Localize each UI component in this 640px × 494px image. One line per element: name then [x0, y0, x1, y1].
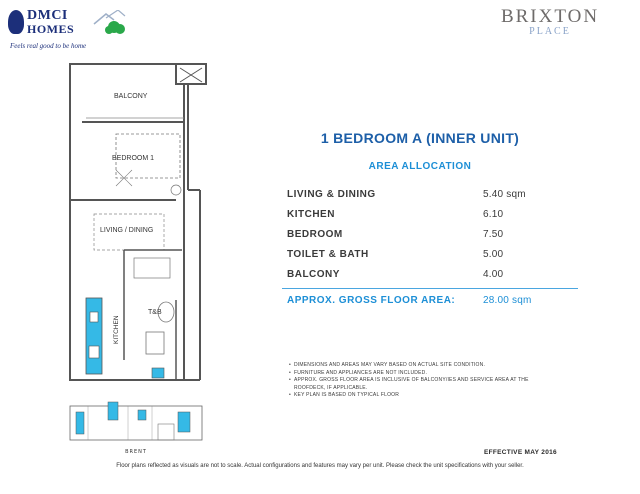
- unit-title: 1 BEDROOM A (INNER UNIT): [320, 130, 520, 146]
- logo-brand-line2: HOMES: [27, 22, 75, 36]
- allocation-row-toilet: [287, 244, 573, 264]
- gross-floor-area: [287, 295, 577, 306]
- project-name: BRIXTON: [500, 6, 600, 27]
- allocation-row-bedroom: [287, 224, 573, 244]
- allocation-value: 4.00: [483, 268, 504, 280]
- allocation-label: TOILET & BATH: [287, 248, 369, 260]
- allocation-label: KITCHEN: [287, 208, 335, 220]
- room-label-toilet: T&B: [148, 309, 162, 316]
- gross-floor-area-value: 28.00 sqm: [483, 295, 532, 306]
- allocation-value: 5.40 sqm: [483, 188, 526, 200]
- note-item: • DIMENSIONS AND AREAS MAY VARY BASED ON ACTUAL SITE CONDITION.: [289, 362, 559, 370]
- floor-plan: [64, 60, 214, 392]
- table-divider: [282, 288, 578, 289]
- note-item: • FURNITURE AND APPLIANCES ARE NOT INCLUDED.: [289, 370, 559, 378]
- allocation-row-kitchen: [287, 204, 573, 224]
- logo-brand-line1: DMCI: [27, 8, 68, 23]
- project-brand: [480, 6, 620, 37]
- dmci-homes-logo: [8, 8, 130, 60]
- allocation-label: BEDROOM: [287, 228, 343, 240]
- allocation-row-living: [287, 184, 573, 204]
- allocation-value: 7.50: [483, 228, 504, 240]
- house-icon: [92, 10, 126, 36]
- room-label-bedroom: BEDROOM 1: [112, 155, 155, 162]
- area-allocation-heading: AREA ALLOCATION: [368, 161, 472, 172]
- logo-tagline: Feels real good to be home: [10, 42, 87, 50]
- key-plan-caption: BRENT: [125, 449, 147, 455]
- room-label-balcony: BALCONY: [114, 93, 148, 100]
- allocation-row-balcony: [287, 264, 573, 284]
- allocation-label: LIVING & DINING: [287, 188, 376, 200]
- project-subname: PLACE: [529, 26, 571, 37]
- area-allocation-table: [287, 184, 573, 284]
- note-item: • APPROX. GROSS FLOOR AREA IS INCLUSIVE OF BALCONY/IES AND SERVICE AREA AT THE ROOFDECK, IF APPLICABLE.: [289, 377, 559, 392]
- allocation-value: 6.10: [483, 208, 504, 220]
- logo-mark-icon: [8, 10, 24, 34]
- key-plan: [68, 398, 204, 460]
- room-label-living: LIVING / DINING: [100, 227, 154, 234]
- effective-date: EFFECTIVE MAY 2016: [484, 449, 557, 456]
- room-label-kitchen: KITCHEN: [113, 315, 120, 344]
- notes-list: [289, 362, 559, 400]
- note-item: • KEY PLAN IS BASED ON TYPICAL FLOOR: [289, 392, 559, 400]
- floor-plan-drawing: [64, 60, 214, 392]
- allocation-label: BALCONY: [287, 268, 340, 280]
- key-plan-drawing: [68, 398, 204, 448]
- gross-floor-area-label: APPROX. GROSS FLOOR AREA:: [287, 295, 456, 306]
- allocation-value: 5.00: [483, 248, 504, 260]
- disclaimer: Floor plans reflected as visuals are not to scale. Actual configurations and features may vary per unit. Please check the unit specifications with your seller.: [116, 463, 524, 469]
